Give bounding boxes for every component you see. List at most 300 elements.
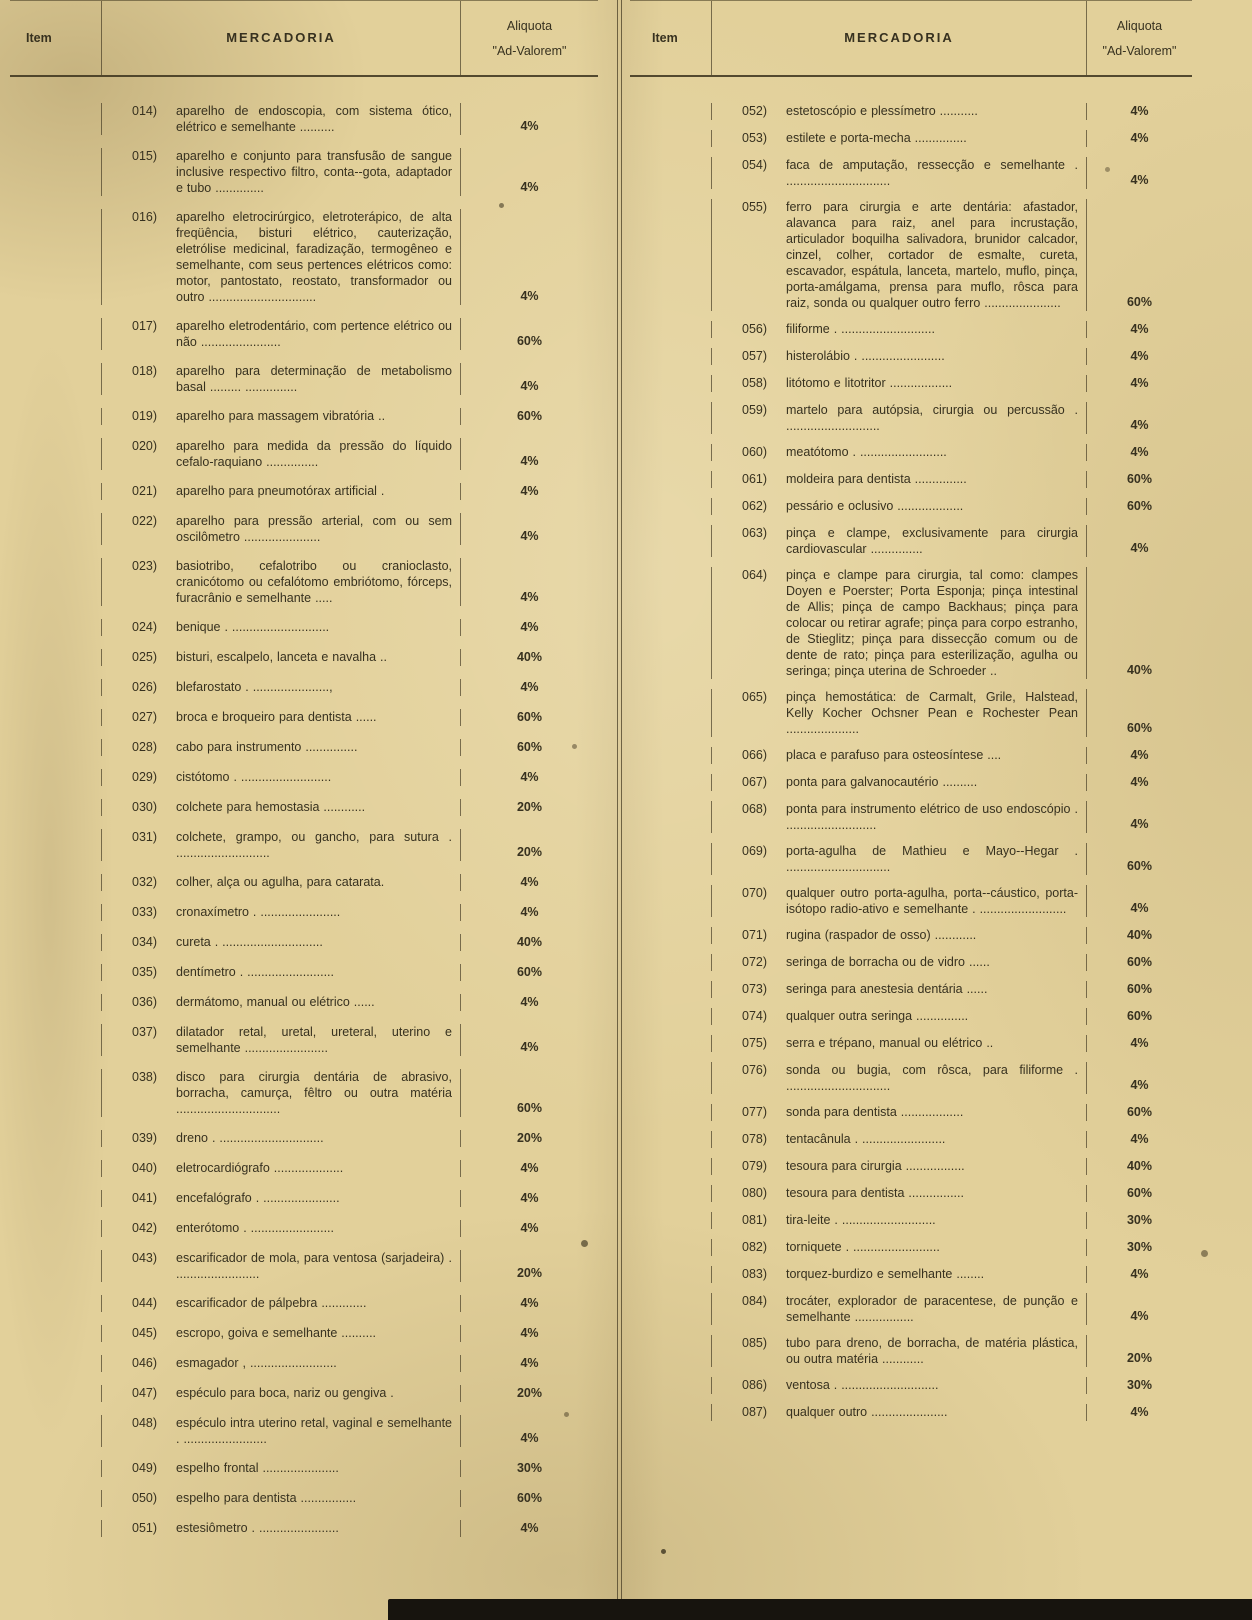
row-mercadoria-cell	[712, 1266, 1086, 1283]
item-number: 035)	[132, 965, 158, 979]
table-row	[10, 1024, 598, 1069]
row-gutter	[10, 739, 102, 756]
row-mercadoria-cell	[102, 103, 460, 135]
item-rate-cell	[1086, 1062, 1192, 1094]
item-description: espelho para dentista ................	[176, 1491, 357, 1505]
item-rate: 40%	[1126, 1159, 1153, 1173]
item-rate-cell	[1086, 375, 1192, 392]
item-number: 075)	[742, 1036, 768, 1050]
table-header-right	[630, 1, 1192, 77]
item-rate: 4%	[520, 1356, 539, 1370]
row-mercadoria-cell	[712, 1008, 1086, 1025]
row-mercadoria-cell	[102, 438, 460, 470]
row-mercadoria-cell	[712, 348, 1086, 365]
column-header-aliquota: Aliquota	[506, 18, 553, 33]
row-mercadoria-cell	[102, 1069, 460, 1117]
item-rate: 4%	[520, 905, 539, 919]
row-gutter	[10, 1490, 102, 1507]
item-number: 055)	[742, 200, 768, 214]
item-rate: 4%	[520, 529, 539, 543]
item-rate: 4%	[1130, 1267, 1149, 1281]
column-header-item: Item	[26, 31, 52, 45]
item-description: tesoura para cirurgia .................	[786, 1159, 965, 1173]
item-number: 021)	[132, 484, 158, 498]
item-rate-cell	[460, 1415, 598, 1447]
item-rate-cell	[1086, 1035, 1192, 1052]
row-mercadoria-cell	[102, 1295, 460, 1312]
row-mercadoria-cell	[102, 619, 460, 636]
row-mercadoria-cell	[712, 1104, 1086, 1121]
table-row	[630, 1239, 1192, 1266]
item-number: 041)	[132, 1191, 158, 1205]
item-rate: 4%	[520, 1326, 539, 1340]
item-rate-cell	[460, 964, 598, 981]
table-row	[630, 689, 1192, 747]
row-gutter	[10, 148, 102, 196]
row-gutter	[630, 1008, 712, 1025]
item-number: 032)	[132, 875, 158, 889]
table-row	[630, 1404, 1192, 1431]
item-description: ponta para instrumento elétrico de uso endoscópio . ..........................	[786, 802, 1078, 832]
table-row	[10, 209, 598, 318]
item-number: 069)	[742, 844, 768, 858]
row-gutter	[630, 199, 712, 311]
item-number: 070)	[742, 886, 768, 900]
item-rate: 4%	[1130, 173, 1149, 187]
item-description: dilatador retal, uretal, ureteral, uterino e semelhante ........................	[176, 1025, 452, 1055]
item-rate: 4%	[520, 1521, 539, 1535]
item-rate-cell	[460, 829, 598, 861]
column-header-ad-valorem: "Ad-Valorem"	[1102, 43, 1177, 58]
row-mercadoria-cell	[712, 954, 1086, 971]
item-description: aparelho para pneumotórax artificial .	[176, 484, 385, 498]
item-rate-cell	[1086, 801, 1192, 833]
item-number: 085)	[742, 1336, 768, 1350]
item-number: 049)	[132, 1461, 158, 1475]
item-rate: 4%	[520, 590, 539, 604]
table-row	[630, 471, 1192, 498]
item-rate-cell	[1086, 1293, 1192, 1325]
table-header-left	[10, 1, 598, 77]
item-number: 057)	[742, 349, 768, 363]
item-rate-cell	[460, 513, 598, 545]
item-rate-cell	[1086, 1266, 1192, 1283]
row-mercadoria-cell	[102, 679, 460, 696]
item-rate-cell	[1086, 321, 1192, 338]
table-row	[10, 408, 598, 438]
item-rate-cell	[460, 1325, 598, 1342]
item-rate: 4%	[520, 1296, 539, 1310]
item-number: 014)	[132, 104, 158, 118]
item-rate-cell	[460, 558, 598, 606]
row-gutter	[630, 1131, 712, 1148]
item-number: 038)	[132, 1070, 158, 1084]
tariff-table-left	[10, 0, 598, 1620]
item-rate: 60%	[1126, 1009, 1153, 1023]
row-mercadoria-cell	[102, 1024, 460, 1056]
table-row	[10, 1069, 598, 1130]
item-rate: 40%	[1126, 663, 1153, 677]
row-gutter	[630, 747, 712, 764]
item-rate: 4%	[520, 620, 539, 634]
row-mercadoria-cell	[712, 471, 1086, 488]
row-mercadoria-cell	[102, 829, 460, 861]
table-row	[630, 801, 1192, 843]
item-number: 029)	[132, 770, 158, 784]
table-row	[630, 927, 1192, 954]
item-rate-cell	[460, 709, 598, 726]
table-row	[630, 1377, 1192, 1404]
item-description: pinça e clampe, exclusivamente para cirurgia cardiovascular ...............	[786, 526, 1078, 556]
item-number: 063)	[742, 526, 768, 540]
row-mercadoria-cell	[712, 843, 1086, 875]
item-rate-cell	[1086, 1212, 1192, 1229]
item-number: 080)	[742, 1186, 768, 1200]
item-description: aparelho para massagem vibratória ..	[176, 409, 386, 423]
table-row	[10, 1160, 598, 1190]
row-gutter	[10, 964, 102, 981]
row-gutter	[10, 1325, 102, 1342]
item-number: 078)	[742, 1132, 768, 1146]
item-rate-cell	[1086, 954, 1192, 971]
item-number: 046)	[132, 1356, 158, 1370]
row-gutter	[630, 1377, 712, 1394]
row-mercadoria-cell	[712, 774, 1086, 791]
table-row	[10, 1355, 598, 1385]
item-rate-cell	[1086, 1008, 1192, 1025]
row-mercadoria-cell	[102, 1385, 460, 1402]
item-rate: 30%	[1126, 1213, 1153, 1227]
row-gutter	[630, 402, 712, 434]
item-rate: 20%	[516, 800, 543, 814]
item-number: 044)	[132, 1296, 158, 1310]
row-gutter	[10, 363, 102, 395]
row-gutter	[630, 1212, 712, 1229]
item-rate: 4%	[520, 119, 539, 133]
table-row	[630, 981, 1192, 1008]
tariff-table-right	[630, 0, 1192, 1620]
row-mercadoria-cell	[102, 1130, 460, 1147]
item-rate-cell	[460, 148, 598, 196]
item-description: aparelho para medida da pressão do líquido cefalo-raquiano ...............	[176, 439, 452, 469]
row-mercadoria-cell	[712, 1185, 1086, 1202]
scan-specks	[0, 0, 3, 3]
row-gutter	[10, 709, 102, 726]
table-row	[630, 1212, 1192, 1239]
item-rate-cell	[1086, 1404, 1192, 1421]
item-rate-cell	[1086, 444, 1192, 461]
item-number: 025)	[132, 650, 158, 664]
row-mercadoria-cell	[102, 769, 460, 786]
item-number: 059)	[742, 403, 768, 417]
item-rate: 60%	[1126, 499, 1153, 513]
item-rate-cell	[460, 994, 598, 1011]
row-gutter	[630, 103, 712, 120]
row-gutter	[10, 829, 102, 861]
item-number: 066)	[742, 748, 768, 762]
scan-artifact-band	[388, 1599, 1252, 1620]
row-mercadoria-cell	[712, 321, 1086, 338]
item-description: cabo para instrumento ...............	[176, 740, 358, 754]
row-mercadoria-cell	[712, 1335, 1086, 1367]
item-rate: 4%	[1130, 376, 1149, 390]
item-rate: 60%	[1126, 859, 1153, 873]
item-number: 067)	[742, 775, 768, 789]
item-description: tesoura para dentista ................	[786, 1186, 964, 1200]
row-gutter	[630, 1104, 712, 1121]
item-rate: 20%	[516, 1131, 543, 1145]
item-rate-cell	[460, 769, 598, 786]
row-gutter	[10, 1069, 102, 1117]
row-mercadoria-cell	[712, 375, 1086, 392]
table-row	[630, 103, 1192, 130]
table-row	[630, 1293, 1192, 1335]
item-rate: 4%	[1130, 775, 1149, 789]
row-gutter	[10, 874, 102, 891]
table-body-right	[630, 77, 1192, 1620]
item-number: 048)	[132, 1416, 158, 1430]
row-mercadoria-cell	[102, 1490, 460, 1507]
item-description: litótomo e litotritor ..................	[786, 376, 953, 390]
item-rate-cell	[1086, 1377, 1192, 1394]
table-row	[10, 513, 598, 558]
row-mercadoria-cell	[102, 904, 460, 921]
row-mercadoria-cell	[102, 964, 460, 981]
row-gutter	[10, 1355, 102, 1372]
item-description: dreno . ..............................	[176, 1131, 324, 1145]
table-row	[630, 157, 1192, 199]
row-gutter	[10, 318, 102, 350]
table-row	[10, 1490, 598, 1520]
item-rate: 4%	[520, 379, 539, 393]
item-number: 040)	[132, 1161, 158, 1175]
row-mercadoria-cell	[102, 934, 460, 951]
table-row	[630, 498, 1192, 525]
item-number: 083)	[742, 1267, 768, 1281]
item-number: 071)	[742, 928, 768, 942]
item-number: 052)	[742, 104, 768, 118]
table-row	[630, 885, 1192, 927]
table-row	[10, 799, 598, 829]
column-header-mercadoria: MERCADORIA	[226, 30, 336, 45]
item-description: tentacânula . ........................	[786, 1132, 946, 1146]
row-mercadoria-cell	[712, 199, 1086, 311]
item-number: 053)	[742, 131, 768, 145]
row-mercadoria-cell	[102, 1460, 460, 1477]
table-row	[10, 964, 598, 994]
item-number: 061)	[742, 472, 768, 486]
item-rate-cell	[460, 1490, 598, 1507]
item-rate-cell	[1086, 747, 1192, 764]
center-divider-rule	[617, 0, 622, 1620]
item-description: colchete para hemostasia ............	[176, 800, 366, 814]
item-description: basiotribo, cefalotribo ou cranioclasto, cranicótomo ou cefalótomo embriótomo, fórceps, furacrânio e semelhante .....	[176, 559, 452, 605]
item-rate: 4%	[1130, 418, 1149, 432]
item-description: filiforme . ...........................	[786, 322, 935, 336]
item-number: 024)	[132, 620, 158, 634]
item-rate-cell	[460, 1250, 598, 1282]
table-row	[10, 709, 598, 739]
item-number: 033)	[132, 905, 158, 919]
item-rate: 4%	[520, 770, 539, 784]
row-mercadoria-cell	[102, 209, 460, 305]
row-gutter	[10, 934, 102, 951]
item-rate: 60%	[1126, 982, 1153, 996]
item-rate: 60%	[516, 1491, 543, 1505]
item-rate-cell	[1086, 689, 1192, 737]
row-gutter	[630, 348, 712, 365]
row-mercadoria-cell	[712, 1062, 1086, 1094]
table-row	[630, 1131, 1192, 1158]
item-description: serra e trépano, manual ou elétrico ..	[786, 1036, 994, 1050]
item-description: cronaxímetro . .......................	[176, 905, 341, 919]
item-number: 039)	[132, 1131, 158, 1145]
item-rate-cell	[1086, 498, 1192, 515]
table-row	[630, 747, 1192, 774]
row-mercadoria-cell	[102, 318, 460, 350]
row-gutter	[10, 1250, 102, 1282]
item-rate: 40%	[1126, 928, 1153, 942]
item-description: meatótomo . .........................	[786, 445, 947, 459]
item-number: 068)	[742, 802, 768, 816]
item-description: espelho frontal ......................	[176, 1461, 339, 1475]
row-gutter	[10, 513, 102, 545]
item-rate-cell	[1086, 130, 1192, 147]
row-mercadoria-cell	[712, 498, 1086, 515]
table-row	[630, 1062, 1192, 1104]
item-description: tubo para dreno, de borracha, de matéria plástica, ou outra matéria ............	[786, 1336, 1078, 1366]
row-gutter	[630, 1185, 712, 1202]
table-row	[10, 904, 598, 934]
row-mercadoria-cell	[712, 981, 1086, 998]
table-row	[10, 679, 598, 709]
row-mercadoria-cell	[712, 801, 1086, 833]
row-gutter	[10, 1190, 102, 1207]
table-row	[10, 1190, 598, 1220]
item-rate: 4%	[520, 1040, 539, 1054]
row-gutter	[10, 558, 102, 606]
table-row	[10, 739, 598, 769]
item-description: sonda para dentista ..................	[786, 1105, 964, 1119]
row-gutter	[10, 1130, 102, 1147]
item-number: 072)	[742, 955, 768, 969]
item-rate-cell	[1086, 471, 1192, 488]
row-gutter	[630, 885, 712, 917]
item-rate-cell	[1086, 1335, 1192, 1367]
column-header-item: Item	[652, 31, 678, 45]
item-number: 062)	[742, 499, 768, 513]
item-rate: 60%	[1126, 1105, 1153, 1119]
item-rate: 20%	[516, 1266, 543, 1280]
row-mercadoria-cell	[102, 1355, 460, 1372]
row-mercadoria-cell	[102, 799, 460, 816]
item-rate: 30%	[1126, 1378, 1153, 1392]
row-gutter	[10, 769, 102, 786]
item-number: 056)	[742, 322, 768, 336]
row-gutter	[10, 1295, 102, 1312]
row-gutter	[10, 1415, 102, 1447]
item-rate: 4%	[1130, 1405, 1149, 1419]
row-gutter	[630, 375, 712, 392]
item-description: qualquer outro porta-agulha, porta--cáustico, porta-isótopo radio-ativo e semelhante . .........................	[786, 886, 1078, 916]
row-gutter	[630, 801, 712, 833]
table-row	[10, 769, 598, 799]
item-number: 058)	[742, 376, 768, 390]
table-row	[10, 363, 598, 408]
item-number: 086)	[742, 1378, 768, 1392]
row-gutter	[630, 774, 712, 791]
item-number: 084)	[742, 1294, 768, 1308]
item-rate-cell	[460, 408, 598, 425]
item-number: 051)	[132, 1521, 158, 1535]
item-rate: 4%	[520, 180, 539, 194]
item-rate-cell	[460, 679, 598, 696]
row-mercadoria-cell	[712, 103, 1086, 120]
item-rate-cell	[1086, 567, 1192, 679]
item-rate-cell	[460, 1220, 598, 1237]
row-gutter	[10, 438, 102, 470]
item-rate-cell	[1086, 885, 1192, 917]
item-rate: 4%	[1130, 901, 1149, 915]
table-row	[10, 934, 598, 964]
row-gutter	[10, 1160, 102, 1177]
table-row	[630, 1266, 1192, 1293]
item-number: 017)	[132, 319, 158, 333]
table-row	[630, 348, 1192, 375]
table-row	[10, 1220, 598, 1250]
row-gutter	[10, 408, 102, 425]
table-row	[10, 1520, 598, 1550]
item-rate: 20%	[516, 845, 543, 859]
item-number: 042)	[132, 1221, 158, 1235]
row-mercadoria-cell	[712, 130, 1086, 147]
row-gutter	[630, 1335, 712, 1367]
row-gutter	[10, 1385, 102, 1402]
item-rate: 4%	[520, 1191, 539, 1205]
table-row	[630, 567, 1192, 689]
row-gutter	[630, 981, 712, 998]
item-description: cureta . .............................	[176, 935, 323, 949]
item-description: encefalógrafo . ......................	[176, 1191, 340, 1205]
item-rate: 4%	[1130, 1036, 1149, 1050]
row-gutter	[10, 1520, 102, 1537]
row-mercadoria-cell	[102, 1190, 460, 1207]
table-row	[630, 444, 1192, 471]
row-mercadoria-cell	[102, 1160, 460, 1177]
item-rate-cell	[1086, 927, 1192, 944]
item-rate: 4%	[520, 1221, 539, 1235]
item-rate: 60%	[516, 740, 543, 754]
row-mercadoria-cell	[102, 1325, 460, 1342]
item-rate: 20%	[516, 1386, 543, 1400]
item-description: blefarostato . ......................,	[176, 680, 333, 694]
row-gutter	[10, 1024, 102, 1056]
item-rate-cell	[460, 1460, 598, 1477]
row-mercadoria-cell	[102, 1220, 460, 1237]
item-number: 020)	[132, 439, 158, 453]
row-mercadoria-cell	[712, 402, 1086, 434]
item-description: aparelho e conjunto para transfusão de sangue inclusive respectivo filtro, conta--gota, adaptador e tubo ..............	[176, 149, 452, 195]
item-rate-cell	[460, 649, 598, 666]
item-description: qualquer outro ......................	[786, 1405, 948, 1419]
header-cell-aliquota	[1086, 1, 1192, 75]
table-row	[10, 649, 598, 679]
item-rate-cell	[1086, 1104, 1192, 1121]
item-rate: 4%	[520, 875, 539, 889]
row-mercadoria-cell	[102, 408, 460, 425]
row-gutter	[10, 649, 102, 666]
row-mercadoria-cell	[102, 1250, 460, 1282]
